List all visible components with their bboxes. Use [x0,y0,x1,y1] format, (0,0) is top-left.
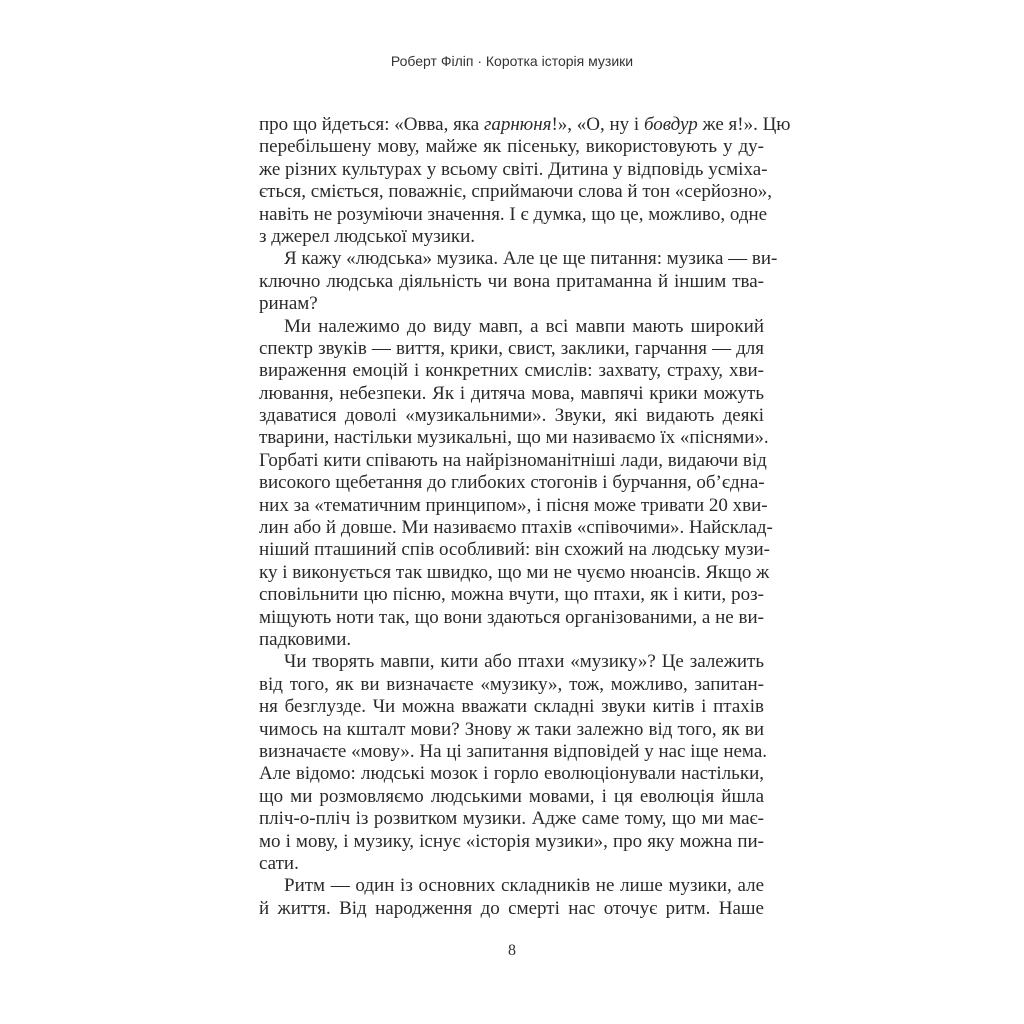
text-line [259,898,764,920]
text-segment: Чи творять мавпи, кити або птахи «музику»? Це залежить [284,651,764,673]
text-segment: же я!». Цю [697,114,791,135]
text-segment: Ритм — один із основних складників не лише музики, але [284,875,764,897]
text-line [259,226,764,248]
text-line [259,248,778,270]
text-segment: лин або й довше. Ми називаємо птахів «співочими». Найсклад- [259,517,773,539]
text-segment: про що йдеться: «Овва, яка [259,114,484,135]
text-segment: й життя. Від народження до смерті нас оточує ритм. Наше [259,897,764,919]
text-segment: Горбаті кити співають на найрізноманітніші лади, видаючи від [259,449,767,471]
text-line [259,786,764,808]
paragraph [259,315,773,652]
text-segment: тварини, настільки музикальні, що ми називаємо їх «піснями». [259,427,769,449]
text-line [259,181,772,203]
text-line [259,517,773,539]
text-line [259,472,764,494]
text-line [259,808,764,830]
text-segment: Я кажу «людська» музика. Але це ще питання: музика — ви- [284,248,778,270]
text-segment: Ми належимо до виду мавп, а всі мавпи мають широкий [284,315,764,337]
text-line [259,629,764,651]
text-line [259,114,791,136]
text-line [259,405,764,427]
text-segment: що ми розмовляємо людськими мовами, і ця еволюція йшла [259,785,764,807]
text-line [259,584,764,606]
text-line [259,316,764,338]
text-line [259,449,767,472]
text-segment: сати. [259,852,299,874]
text-line [259,607,764,629]
text-segment: чимось на кшталт мови? Знову ж таки залежно від того, як ви [259,718,764,740]
text-segment: Але відомо: людські мозок і горло еволюціонували настільки, [259,763,764,785]
text-segment: лювання, небезпеки. Як і дитяча мова, мавпячі крики можуть [259,382,764,404]
paragraph [259,114,791,248]
text-segment: перебільшену мову, майже як пісеньку, використовують у ду- [259,136,764,158]
text-line [259,875,764,897]
text-segment: від того, як ви визначаєте «музику», тож, можливо, запитан- [259,673,764,695]
text-line [259,719,764,741]
text-line [259,831,764,853]
text-line [259,651,764,673]
text-segment: сповільнити цю пісню, можна вчути, що птахи, як і кити, роз- [259,584,764,606]
text-segment: ключно людська діяльність чи вона притаманна й іншим тва- [259,270,764,292]
text-segment: ку і виконується так швидко, що ми не чуємо нюансів. Якщо ж [259,561,770,583]
text-segment: ринам? [259,293,318,315]
text-line [259,740,768,763]
text-line [259,293,764,315]
text-line [259,136,764,158]
text-segment: міщують ноти так, що вони здаються організованими, а не ви- [259,606,764,628]
text-line [259,158,768,181]
text-line [259,494,768,517]
text-line [259,853,764,875]
text-line [259,539,770,561]
text-segment: же різних культурах у всьому світі. Дитина у відповідь усміха- [259,158,768,180]
paragraph [259,875,764,920]
text-segment: здаватися доволі «музикальними». Звуки, які видають деякі [259,405,764,427]
paragraph [259,651,768,875]
italic-text: бовдур [643,114,698,135]
text-segment: спектр звуків — виття, крики, свист, заклики, гарчання — для [259,337,764,359]
text-line [259,763,764,785]
text-segment: навіть не розуміючи значення. І є думка, що це, можливо, одне [259,203,768,225]
text-line [259,427,769,449]
paragraph [259,248,778,315]
text-line [259,674,764,696]
text-segment: ніший пташиний спів особливий: він схожий на людську музи- [259,539,770,561]
text-segment: пліч-о-пліч із розвитком музики. Адже саме тому, що ми має- [259,808,764,830]
text-segment: з джерел людської музики. [259,225,476,247]
text-segment: !», «О, ну і [551,114,644,135]
text-line [259,383,764,405]
body-text [259,114,791,920]
running-header: Роберт Філіп · Коротка історія музики [390,53,634,69]
text-segment: ється, сміється, поважніє, сприймаючи слова й тон «серйозно», [259,181,772,203]
text-line [259,338,764,360]
text-segment: визначаєте «мову». На ці запитання відповідей у нас іще нема. [259,740,768,762]
text-segment: падковими. [259,628,352,650]
text-segment: високого щебетання до глибоких стогонів і бурчання, об’єдна- [259,472,765,494]
text-segment: них за «тематичним принципом», і пісня може тривати 20 хви- [259,494,768,516]
text-line [259,271,764,293]
text-line [259,203,768,226]
text-line [259,360,764,382]
text-segment: ня безглузде. Чи можна вважати складні звуки китів і птахів [259,696,764,718]
text-line [259,561,770,584]
text-segment: мо і мову, і музику, існує «історія музики», про яку можна пи- [259,830,764,852]
text-segment: вираження емоцій і конкретних смислів: захвату, страху, хви- [259,360,764,382]
page-number: 8 [508,942,516,959]
text-line [259,696,764,718]
italic-text: гарнюня [483,114,552,135]
